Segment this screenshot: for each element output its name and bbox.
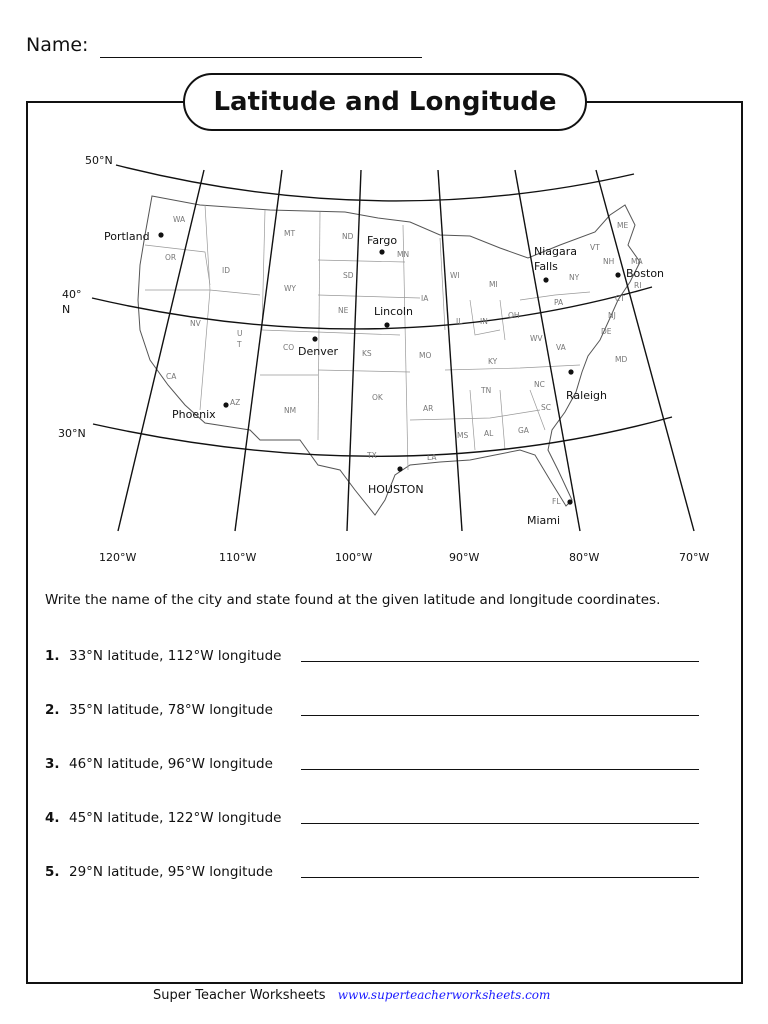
answer-line-5[interactable] xyxy=(301,877,699,878)
state-label: IA xyxy=(421,294,429,303)
footer-brand: Super Teacher Worksheets xyxy=(153,988,326,1003)
question-text: 33°N latitude, 112°W longitude xyxy=(69,648,282,664)
question-number: 3. xyxy=(45,756,60,772)
instructions: Write the name of the city and state found at the given latitude and longitude coordinates. xyxy=(45,592,661,608)
state-label: AZ xyxy=(230,398,241,407)
state-label: MD xyxy=(615,355,628,364)
city-label-portland: Portland xyxy=(104,230,150,243)
answer-line-1[interactable] xyxy=(301,661,699,662)
state-label: NM xyxy=(284,406,297,415)
state-label: T xyxy=(237,340,242,349)
state-label: GA xyxy=(518,426,529,435)
latitude-line-30 xyxy=(93,417,672,456)
state-label: MS xyxy=(457,431,469,440)
city-dot-boston xyxy=(615,272,620,277)
state-label: PA xyxy=(554,298,564,307)
longitude-line-100 xyxy=(347,170,361,531)
longitude-line-120 xyxy=(118,170,204,531)
question-text: 29°N latitude, 95°W longitude xyxy=(69,864,273,880)
city-label-denver: Denver xyxy=(298,345,339,358)
footer-url[interactable]: www.superteacherworksheets.com xyxy=(337,988,551,1002)
state-label: MI xyxy=(489,280,498,289)
state-label: MA xyxy=(631,257,643,266)
state-label: DE xyxy=(601,327,612,336)
state-label: NJ xyxy=(608,311,616,320)
state-label: ND xyxy=(342,232,354,241)
question-text: 46°N latitude, 96°W longitude xyxy=(69,756,273,772)
question-5 xyxy=(45,864,273,880)
question-text: 35°N latitude, 78°W longitude xyxy=(69,702,273,718)
answer-line-4[interactable] xyxy=(301,823,699,824)
city-dot-phoenix xyxy=(223,402,228,407)
latitude-line-40 xyxy=(92,287,652,329)
city-label-niagara: Niagara xyxy=(534,245,578,258)
question-text: 45°N latitude, 122°W longitude xyxy=(69,810,282,826)
city-label-raleigh: Raleigh xyxy=(566,389,607,402)
latitude-line-50 xyxy=(116,165,634,201)
state-label: OR xyxy=(165,253,177,262)
state-label: CT xyxy=(615,294,625,303)
state-label: SD xyxy=(343,271,354,280)
city-dot-miami xyxy=(567,499,572,504)
state-label: FL xyxy=(552,497,561,506)
city-dot-lincoln xyxy=(384,322,389,327)
question-2 xyxy=(45,702,273,718)
state-label: ME xyxy=(617,221,629,230)
state-label: AR xyxy=(423,404,434,413)
lat-label-30: 30°N xyxy=(58,427,86,440)
longitude-line-90 xyxy=(438,170,462,531)
state-label: CO xyxy=(283,343,295,352)
lon-label-70: 70°W xyxy=(679,551,710,564)
question-number: 5. xyxy=(45,864,60,880)
state-label: WY xyxy=(284,284,296,293)
state-label: IL xyxy=(456,317,463,326)
lon-label-120: 120°W xyxy=(99,551,137,564)
city-label-houston: HOUSTON xyxy=(368,483,424,496)
longitude-line-70 xyxy=(596,170,694,531)
lon-label-110: 110°W xyxy=(219,551,257,564)
answer-line-3[interactable] xyxy=(301,769,699,770)
state-label: MT xyxy=(284,229,296,238)
state-label: KY xyxy=(488,357,498,366)
lon-label-80: 80°W xyxy=(569,551,600,564)
state-label: KS xyxy=(362,349,372,358)
state-label: VT xyxy=(590,243,600,252)
question-number: 4. xyxy=(45,810,60,826)
state-label: MO xyxy=(419,351,432,360)
longitude-line-110 xyxy=(235,170,282,531)
city-label-phoenix: Phoenix xyxy=(172,408,216,421)
footer xyxy=(153,988,550,1003)
state-label: WV xyxy=(530,334,543,343)
question-number: 1. xyxy=(45,648,60,664)
state-label: AL xyxy=(484,429,494,438)
city-dot-houston xyxy=(397,466,402,471)
state-label: WI xyxy=(450,271,460,280)
state-label: NH xyxy=(603,257,615,266)
city-dot-raleigh xyxy=(568,369,573,374)
lat-label-40-n: N xyxy=(62,303,71,316)
state-label: LA xyxy=(427,453,437,462)
state-label: CA xyxy=(166,372,177,381)
city-label-boston: Boston xyxy=(626,267,665,280)
question-3 xyxy=(45,756,273,772)
city-dot-portland xyxy=(158,232,163,237)
city-label-lincoln: Lincoln xyxy=(374,305,413,318)
state-label: VA xyxy=(556,343,566,352)
state-label: ID xyxy=(222,266,230,275)
city-dot-denver xyxy=(312,336,317,341)
state-label: OH xyxy=(508,311,520,320)
state-label: SC xyxy=(541,403,551,412)
city-dot-niagara-falls xyxy=(543,277,548,282)
state-label: U xyxy=(237,329,243,338)
state-label: MN xyxy=(397,250,410,259)
state-label: IN xyxy=(480,317,488,326)
state-label: NE xyxy=(338,306,349,315)
state-label: NY xyxy=(569,273,580,282)
longitude-line-80 xyxy=(515,170,580,531)
state-label: TN xyxy=(481,386,492,395)
lat-label-50: 50°N xyxy=(85,154,113,167)
answer-line-2[interactable] xyxy=(301,715,699,716)
question-4 xyxy=(45,810,281,826)
state-label: RI xyxy=(634,281,642,290)
lon-label-90: 90°W xyxy=(449,551,480,564)
page-title: Latitude and Longitude xyxy=(183,73,587,131)
state-label: TX xyxy=(367,451,377,460)
name-label: Name: xyxy=(26,34,89,56)
lat-label-40: 40° xyxy=(62,288,82,301)
state-label: NC xyxy=(534,380,545,389)
state-label: NV xyxy=(190,319,201,328)
lon-label-100: 100°W xyxy=(335,551,373,564)
question-1 xyxy=(45,648,281,664)
question-number: 2. xyxy=(45,702,60,718)
state-label: OK xyxy=(372,393,383,402)
state-label: WA xyxy=(173,215,186,224)
city-label-fargo: Fargo xyxy=(367,234,398,247)
city-label-miami: Miami xyxy=(527,514,561,527)
city-dot-fargo xyxy=(379,249,384,254)
city-label-falls: Falls xyxy=(534,260,558,273)
